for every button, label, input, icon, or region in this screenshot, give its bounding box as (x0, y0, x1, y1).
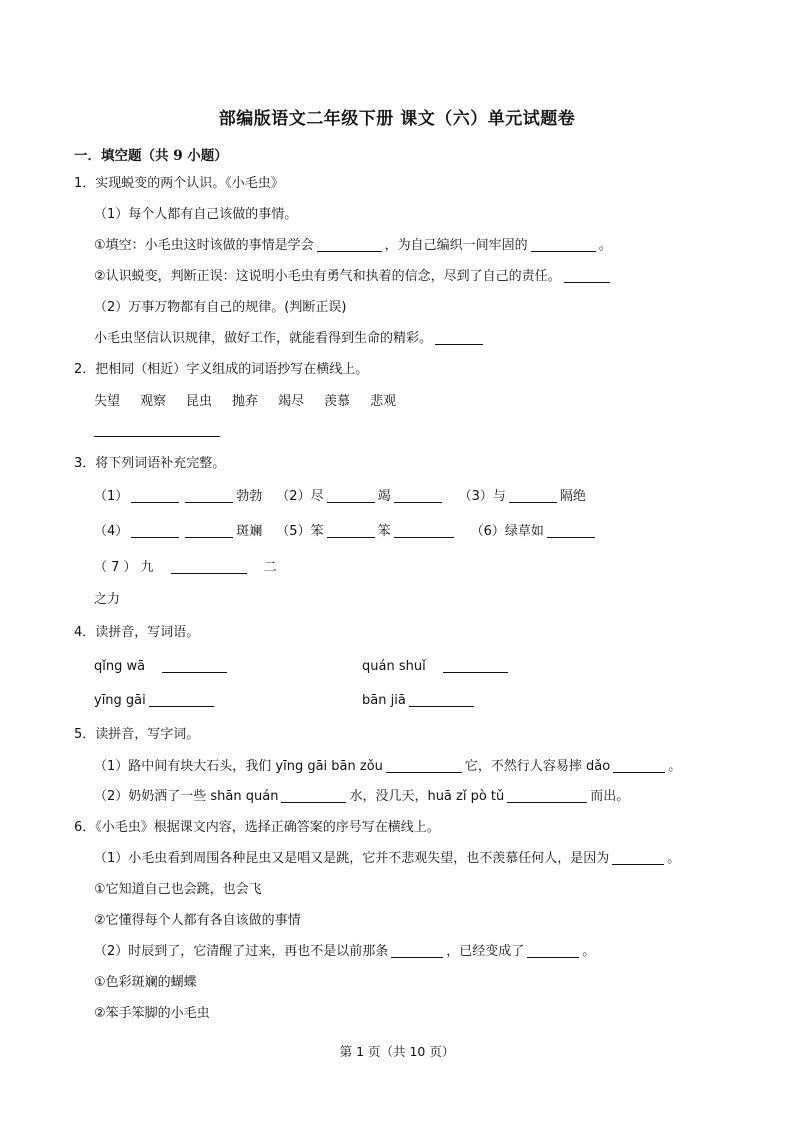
q3-label: （5）笨 (276, 524, 324, 539)
q3-answer-blank[interactable] (509, 488, 557, 503)
q3-stem: 3．将下列词语补充完整。 (74, 456, 226, 471)
q1-judge-row (94, 268, 613, 286)
q6-text: （1）小毛虫看到周围各种昆虫又是唱又是跳，它并不悲观失望，也不羡慕任何人，是因为 (94, 851, 610, 866)
q4-pinyin: quán shuǐ (362, 659, 426, 674)
q1-stem: 1．实现蜕变的两个认识。《小毛虫》 (74, 176, 284, 191)
q5-sentence-2 (94, 788, 629, 806)
q3-answer-blank[interactable] (171, 559, 247, 574)
q5-text: 。 (668, 759, 682, 774)
q1-part2: （2）万事万物都有自己的规律。(判断正误) (94, 300, 347, 315)
q3-answer-blank[interactable] (131, 523, 179, 538)
q1-fill-text-c: 。 (598, 238, 612, 253)
q5-stem: 5．读拼音，写字词。 (74, 727, 200, 742)
q6-option: ②它懂得每个人都有各自该做的事情 (94, 913, 301, 928)
q3-text: 笨 (377, 524, 391, 539)
q6-answer-blank[interactable] (612, 850, 664, 865)
q3-answer-blank[interactable] (327, 488, 375, 503)
q6-option: ①色彩斑斓的蝴蝶 (94, 975, 197, 990)
q2-word: 昆虫 (186, 394, 213, 409)
q3-answer-blank[interactable] (547, 523, 595, 538)
q5-text: （2）奶奶洒了一些 shān quán (94, 789, 279, 804)
q3-label: （ 7 ） 九 (94, 560, 154, 575)
q4-item-4 (362, 692, 477, 710)
q2-stem: 2．把相同（相近）字义组成的词语抄写在横线上。 (74, 362, 369, 377)
q3-row-1 (94, 488, 586, 506)
q3-answer-blank[interactable] (327, 523, 375, 538)
q3-label: （3）与 (458, 489, 506, 504)
q3-label: （2）尽 (276, 489, 324, 504)
q3-label: （6）绿草如 (470, 524, 544, 539)
q6-text: 。 (667, 851, 681, 866)
q3-answer-blank[interactable] (394, 523, 454, 538)
q3-label: （1） (94, 489, 129, 504)
q1-answer-blank-1[interactable] (317, 237, 382, 252)
q1-part2-statement: 小毛虫坚信认识规律，做好工作，就能看得到生命的精彩。 (94, 331, 433, 346)
q1-fill-text-a: ①填空：小毛虫这时该做的事情是学会 (94, 238, 314, 253)
q4-answer-blank[interactable] (149, 692, 214, 707)
q3-row-3 (94, 559, 277, 577)
q1-part2-row (94, 330, 486, 348)
page-title: 部编版语文二年级下册 课文（六）单元试题卷 (218, 109, 576, 129)
q3-answer-blank[interactable] (185, 488, 233, 503)
q3-text: 隔绝 (559, 489, 586, 504)
q3-text: 斑斓 (236, 524, 263, 539)
q1-judge-text: ②认识蜕变，判断正误：这说明小毛虫有勇气和执着的信念，尽到了自己的责任。 (94, 269, 561, 284)
q4-pinyin: qǐng wā (94, 659, 146, 674)
q5-answer-blank[interactable] (386, 758, 462, 773)
q1-answer-blank-2[interactable] (531, 237, 596, 252)
q1-fill-text-b: ，为自己编织一间牢固的 (384, 238, 528, 253)
q6-option: ①它知道自己也会跳，也会飞 (94, 882, 262, 897)
q2-word: 羡慕 (324, 394, 351, 409)
q6-text: ，已经变成了 (446, 944, 525, 959)
q3-answer-blank[interactable] (394, 488, 442, 503)
q6-part2 (94, 943, 595, 961)
q4-answer-blank[interactable] (409, 692, 474, 707)
q4-answer-blank[interactable] (162, 658, 227, 673)
q3-text: 竭 (377, 489, 391, 504)
q5-text: 它，不然行人容易摔 dǎo (464, 759, 611, 774)
q3-row-3-tail: 之力 (94, 592, 121, 607)
q1-answer-blank-3[interactable] (564, 268, 610, 283)
q4-item-2 (362, 658, 511, 676)
q3-answer-blank[interactable] (185, 523, 233, 538)
q6-answer-blank[interactable] (527, 943, 579, 958)
q6-text: （2）时辰到了，它清醒了过来，再也不是以前那条 (94, 944, 389, 959)
q2-word: 观察 (140, 394, 167, 409)
q4-item-1 (94, 658, 230, 676)
q5-text: 而出。 (590, 789, 630, 804)
q6-stem: 6．《小毛虫》根据课文内容，选择正确答案的序号写在横线上。 (74, 820, 440, 835)
q6-part1 (94, 850, 680, 868)
q4-stem: 4．读拼音，写词语。 (74, 625, 200, 640)
q1-fill-row (94, 237, 612, 255)
q4-answer-blank[interactable] (443, 658, 508, 673)
q1-part1: （1）每个人都有自己该做的事情。 (94, 207, 298, 222)
q2-answer-row (94, 422, 223, 440)
section-heading: 一．填空题（共 9 小题） (74, 148, 228, 164)
q2-word: 失望 (94, 394, 121, 409)
q2-word: 抛弃 (232, 394, 259, 409)
q3-answer-blank[interactable] (131, 488, 179, 503)
q5-sentence-1 (94, 758, 681, 776)
q1-answer-blank-4[interactable] (435, 330, 483, 345)
q3-row-2 (94, 523, 598, 541)
q2-word: 竭尽 (278, 394, 305, 409)
q6-option: ②笨手笨脚的小毛虫 (94, 1006, 210, 1021)
q3-label: （4） (94, 524, 129, 539)
q2-word: 悲观 (370, 394, 397, 409)
page-footer: 第 1 页（共 10 页） (339, 1044, 455, 1059)
q2-word-list (94, 393, 416, 411)
q5-answer-blank[interactable] (613, 758, 665, 773)
q6-text: 。 (582, 944, 596, 959)
q5-text: （1）路中间有块大石头，我们 yīng gāi bān zǒu (94, 759, 383, 774)
q4-pinyin: yīng gāi (94, 693, 146, 708)
q2-answer-blank[interactable] (94, 422, 220, 437)
q5-text: 水，没几天，huā zǐ pò tǔ (349, 789, 505, 804)
q4-pinyin: bān jiā (362, 693, 406, 708)
q4-item-3 (94, 692, 217, 710)
q3-text: 二 (263, 560, 277, 575)
q5-answer-blank[interactable] (507, 788, 587, 803)
q6-answer-blank[interactable] (391, 943, 443, 958)
q3-text: 勃勃 (236, 489, 263, 504)
q5-answer-blank[interactable] (281, 788, 346, 803)
